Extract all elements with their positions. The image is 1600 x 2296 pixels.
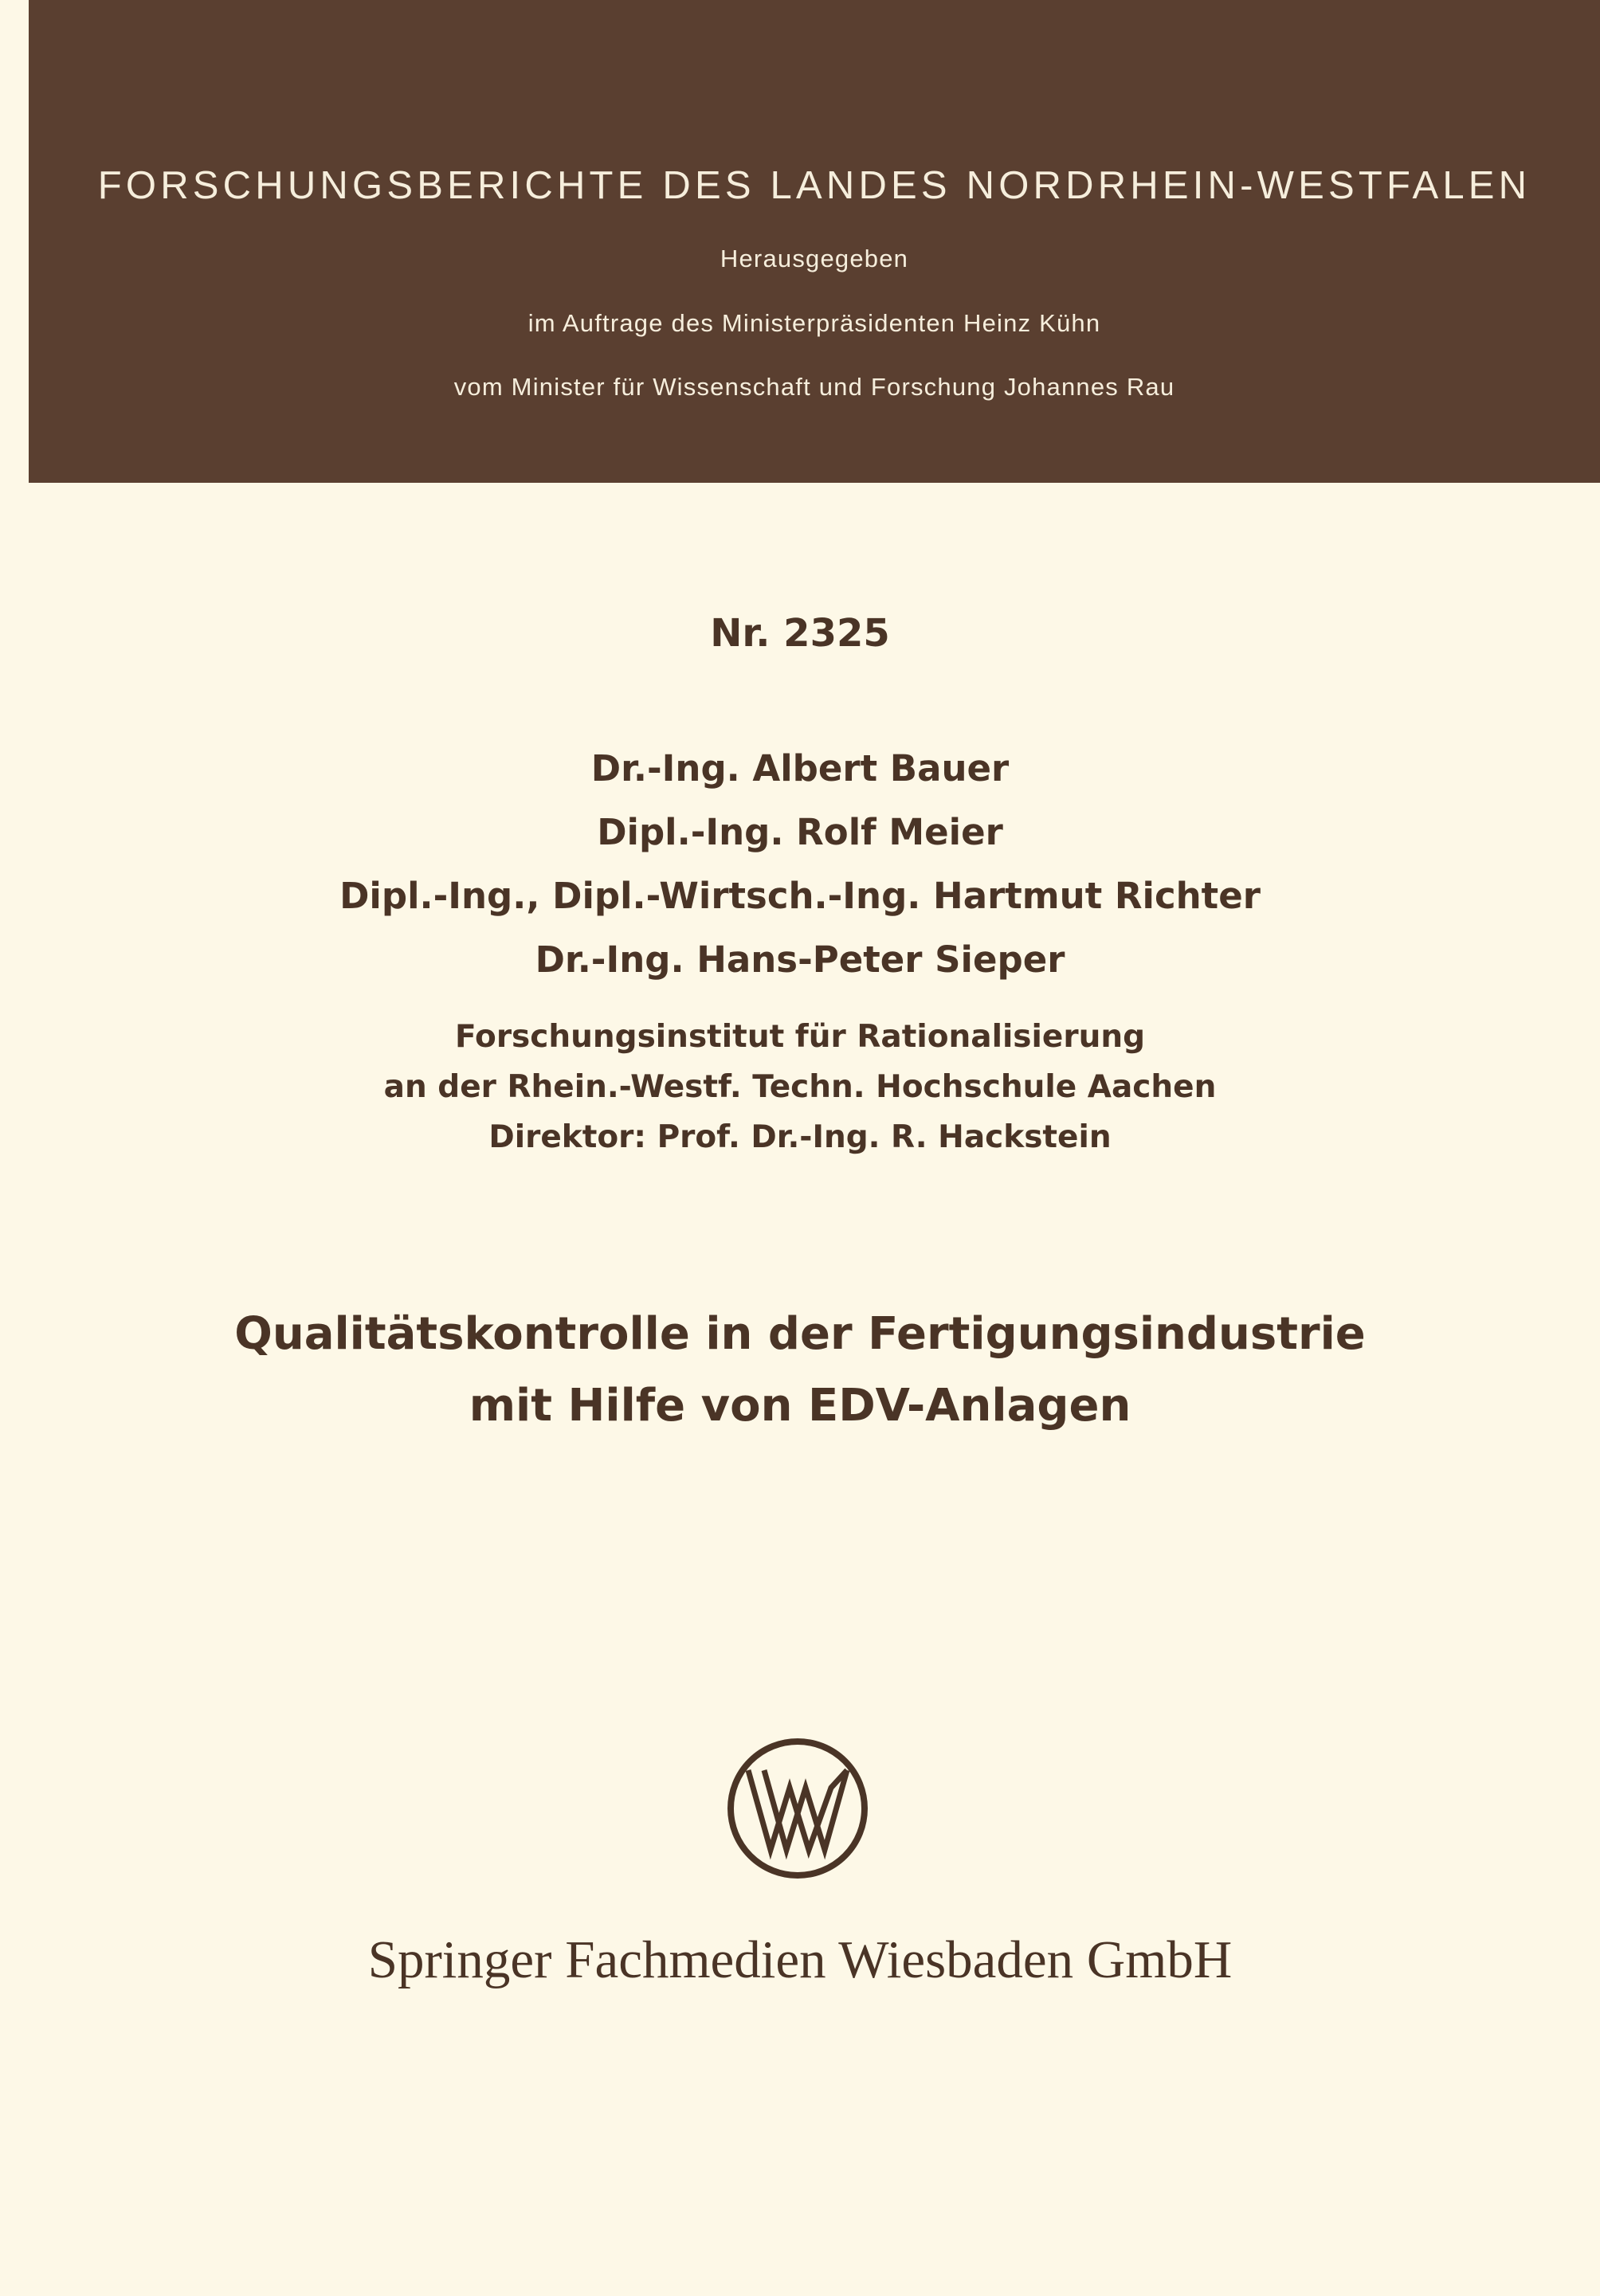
author-name: Dr.-Ing. Albert Bauer bbox=[590, 747, 1010, 789]
author-list bbox=[0, 737, 1600, 992]
institute-name: Forschungsinstitut für Rationalisierung bbox=[454, 1019, 1146, 1055]
book-title bbox=[0, 1299, 1600, 1442]
report-number: Nr. 2325 bbox=[710, 611, 890, 656]
publisher-name: Springer Fachmedien Wiesbaden GmbH bbox=[367, 1930, 1233, 1989]
institute-block bbox=[0, 1012, 1600, 1162]
editor-line-minister: vom Minister für Wissenschaft und Forschung Johannes Rau bbox=[453, 373, 1175, 401]
institute-affiliation: an der Rhein.-Westf. Techn. Hochschule Aachen bbox=[383, 1069, 1217, 1105]
publisher-w-logo-icon bbox=[724, 1735, 871, 1882]
series-title: FORSCHUNGSBERICHTE DES LANDES NORDRHEIN-WESTFALEN bbox=[97, 164, 1531, 207]
book-title-line: mit Hilfe von EDV-Anlagen bbox=[469, 1380, 1131, 1432]
editor-line-commission: im Auftrage des Ministerpräsidenten Heinz Kühn bbox=[527, 309, 1101, 337]
series-header-band bbox=[29, 0, 1600, 483]
author-name: Dipl.-Ing., Dipl.-Wirtsch.-Ing. Hartmut Richter bbox=[339, 875, 1261, 917]
editor-line-published: Herausgegeben bbox=[720, 245, 909, 272]
institute-director: Direktor: Prof. Dr.-Ing. R. Hackstein bbox=[488, 1119, 1112, 1155]
author-name: Dr.-Ing. Hans-Peter Sieper bbox=[535, 938, 1065, 981]
author-name: Dipl.-Ing. Rolf Meier bbox=[597, 811, 1003, 853]
book-title-line: Qualitätskontrolle in der Fertigungsindustrie bbox=[234, 1308, 1366, 1360]
